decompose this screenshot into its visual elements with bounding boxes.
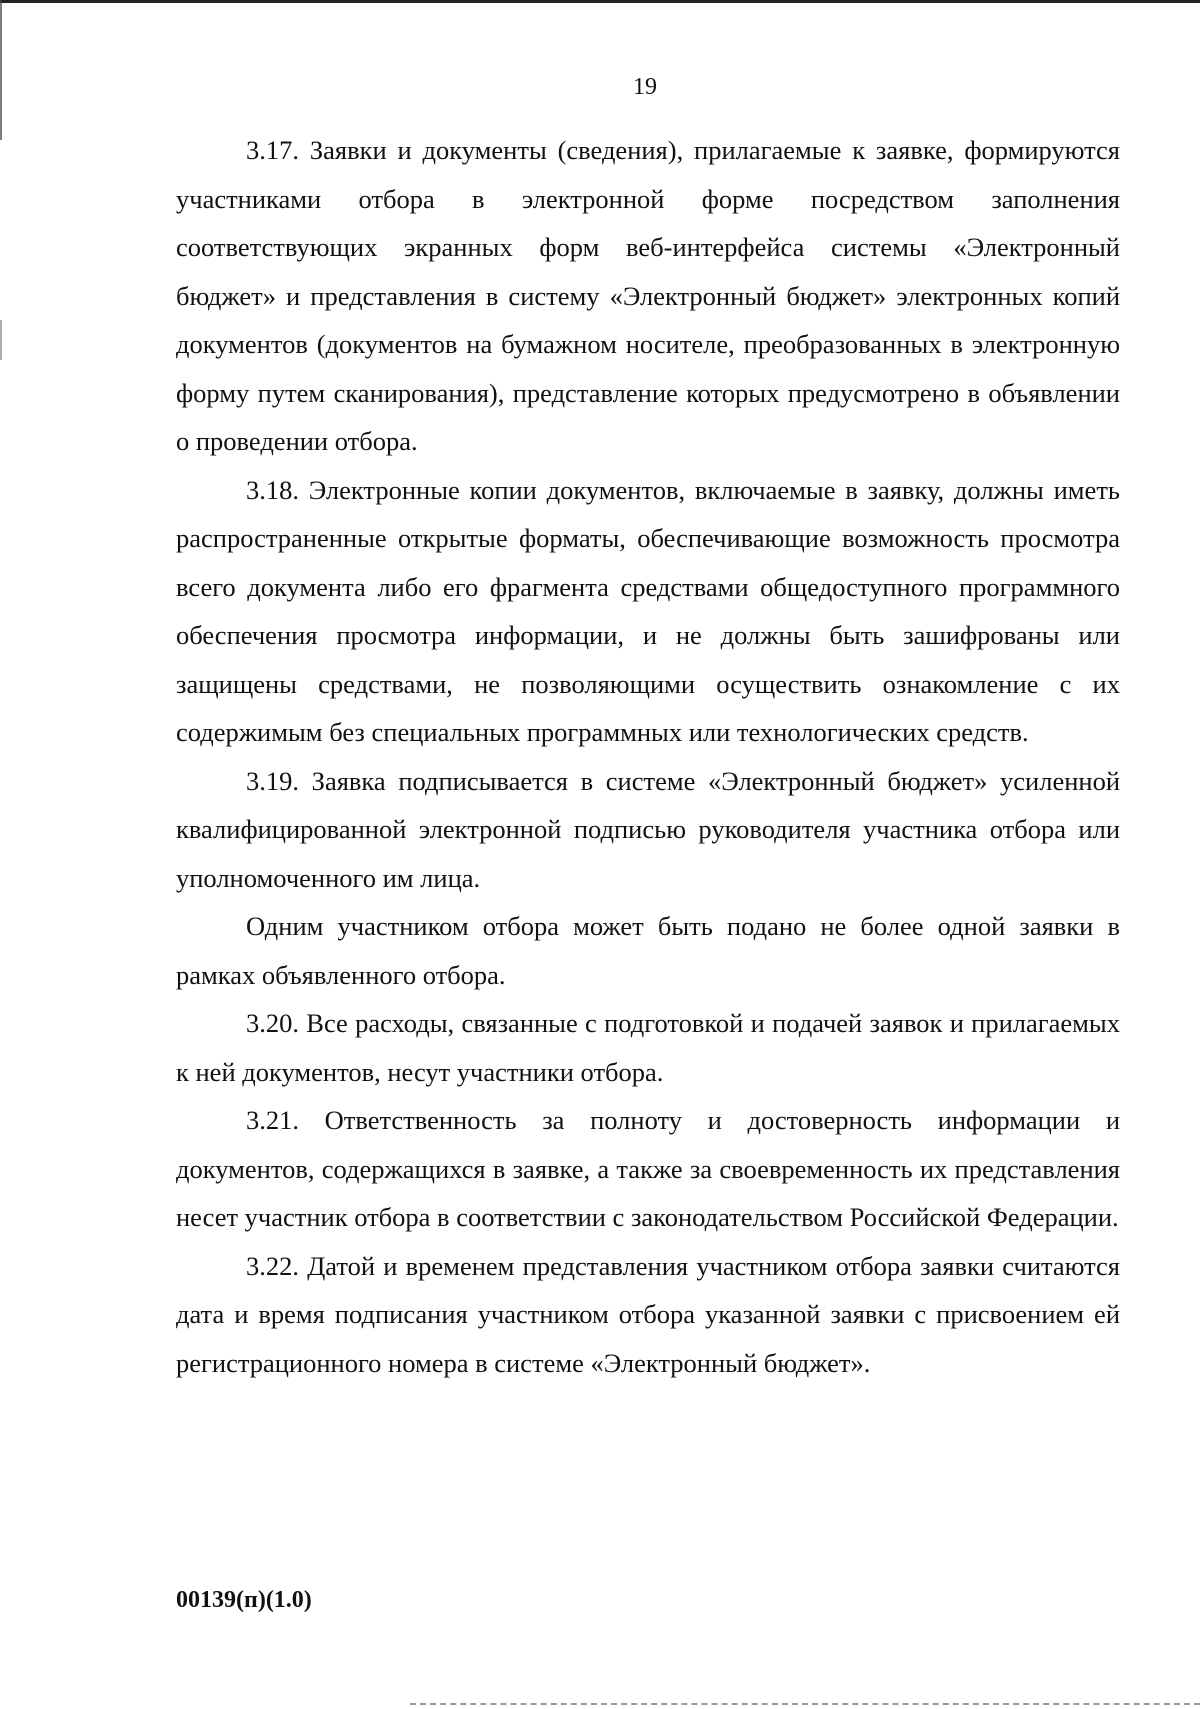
paragraph-3-22: 3.22. Датой и временем представления участником отбора заявки считаются дата и время подписания участником отбора указанной заявки с присвоением ей регистрационного номера в системе «Электронный бюджет». [176,1250,1120,1378]
page-number: 19 [633,74,657,100]
scan-edge-left [0,0,2,1709]
paragraph-3-17: 3.17. Заявки и документы (сведения), прилагаемые к заявке, формируются участниками отбора в электронной форме посредством заполнения соответствующих экранных форм веб-интерфейса системы «Электронный бюджет» и представления в систему «Электронный бюджет» электронных копий документов (документов на бумажном носителе, преобразованных в электронную форму путем сканирования), представление которых предусмотрено в объявлении о проведении отбора. [176,135,1120,456]
scan-edge-bottom [410,1703,1200,1707]
paragraph-one-application: Одним участником отбора может быть подано не более одной заявки в рамках объявленного отбора. [176,911,1120,990]
document-code: 00139(п)(1.0) [176,1587,312,1613]
scan-edge-top [0,0,1200,3]
paragraph-3-21: 3.21. Ответственность за полноту и достоверность информации и документов, содержащихся в заявке, а также за своевременность их представления несет участник отбора в соответствии с законодательством Российской Федерации. [176,1105,1120,1232]
body-text [176,126,1120,1387]
paragraph-3-20: 3.20. Все расходы, связанные с подготовкой и подачей заявок и прилагаемых к ней документов, несут участники отбора. [176,1008,1120,1087]
paragraph-3-19: 3.19. Заявка подписывается в системе «Электронный бюджет» усиленной квалифицированной электронной подписью руководителя участника отбора или уполномоченного им лица. [176,765,1120,893]
paragraph-3-18: 3.18. Электронные копии документов, включаемые в заявку, должны иметь распространенные открытые форматы, обеспечивающие возможность просмотра всего документа либо его фрагмента средствами общедоступного программного обеспечения просмотра информации, и не должны быть зашифрованы или защищены средствами, не позволяющими осуществить ознакомление с их содержимым без специальных программных или технологических средств. [176,474,1120,747]
